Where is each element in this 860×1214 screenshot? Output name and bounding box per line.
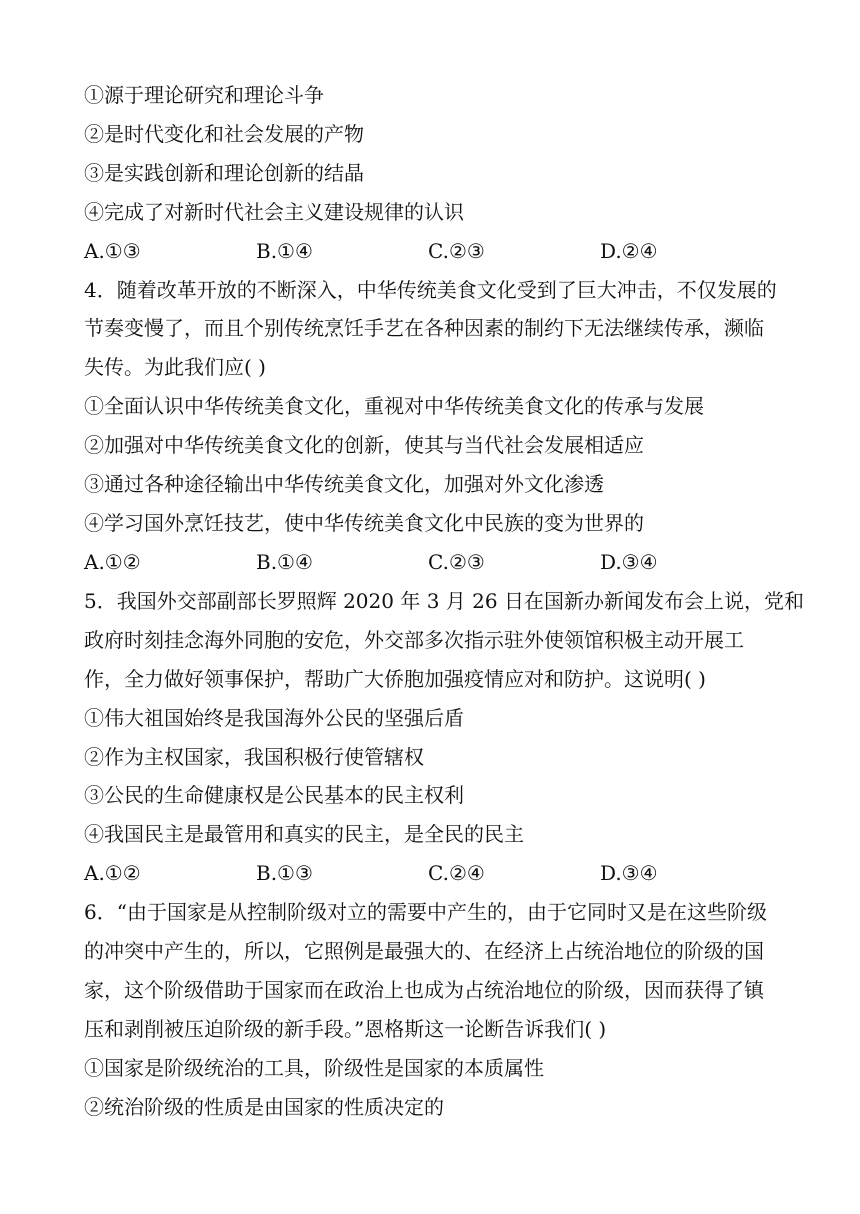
q4-statement-1: ①全面认识中华传统美食文化，重视对中华传统美食文化的传承与发展 [84,394,704,418]
q3-statement-1: ①源于理论研究和理论斗争 [84,83,324,107]
q6-stem-line-1: 6．“由于国家是从控制阶级对立的需要中产生的，由于它同时又是在这些阶级 [84,900,767,924]
q4-option-a: A.①② [84,550,141,574]
q5-statement-3: ③公民的生命健康权是公民基本的民主权利 [84,783,464,807]
q6-stem-line-4: 压和剥削被压迫阶级的新手段。”恩格斯这一论断告诉我们( ) [84,1017,607,1041]
q5-option-a: A.①② [84,861,141,885]
q5-statement-4: ④我国民主是最管用和真实的民主，是全民的民主 [84,822,524,846]
q4-statement-3: ③通过各种途径输出中华传统美食文化，加强对外文化渗透 [84,472,604,496]
q3-option-c: C.②③ [428,239,485,263]
q5-stem-line-3: 作，全力做好领事保护，帮助广大侨胞加强疫情应对和防护。这说明( ) [84,667,706,691]
q4-option-c: C.②③ [428,550,485,574]
q3-option-b: B.①④ [256,239,313,263]
q6-statement-1: ①国家是阶级统治的工具，阶级性是国家的本质属性 [84,1056,544,1080]
q5-option-d: D.③④ [600,861,658,885]
q3-option-d: D.②④ [600,239,658,263]
q3-statement-2: ②是时代变化和社会发展的产物 [84,122,364,146]
q3-statement-4: ④完成了对新时代社会主义建设规律的认识 [84,200,464,224]
q4-stem-line-3: 失传。为此我们应( ) [84,355,266,379]
q6-statement-2: ②统治阶级的性质是由国家的性质决定的 [84,1095,444,1119]
q4-statement-2: ②加强对中华传统美食文化的创新，使其与当代社会发展相适应 [84,433,644,457]
q5-stem-line-2: 政府时刻挂念海外同胞的安危，外交部多次指示驻外使领馆积极主动开展工 [84,628,744,652]
q5-statement-2: ②作为主权国家，我国积极行使管辖权 [84,745,424,769]
q3-option-a: A.①③ [84,239,141,263]
q4-option-b: B.①④ [256,550,313,574]
q6-stem-line-3: 家，这个阶级借助于国家而在政治上也成为占统治地位的阶级，因而获得了镇 [84,978,764,1002]
q4-stem-line-1: 4．随着改革开放的不断深入，中华传统美食文化受到了巨大冲击，不仅发展的 [84,278,777,302]
q5-option-b: B.①③ [256,861,313,885]
q5-statement-1: ①伟大祖国始终是我国海外公民的坚强后盾 [84,706,464,730]
q4-stem-line-2: 节奏变慢了，而且个别传统烹饪手艺在各种因素的制约下无法继续传承，濒临 [84,316,764,340]
q5-option-c: C.②④ [428,861,485,885]
q6-stem-line-2: 的冲突中产生的，所以，它照例是最强大的、在经济上占统治地位的阶级的国 [84,939,764,963]
q4-option-d: D.③④ [600,550,658,574]
q3-statement-3: ③是实践创新和理论创新的结晶 [84,161,364,185]
q5-stem-line-1: 5．我国外交部副部长罗照辉 2020 年 3 月 26 日在国新办新闻发布会上说，党和 [84,589,804,613]
q4-statement-4: ④学习国外烹饪技艺，使中华传统美食文化中民族的变为世界的 [84,511,644,535]
